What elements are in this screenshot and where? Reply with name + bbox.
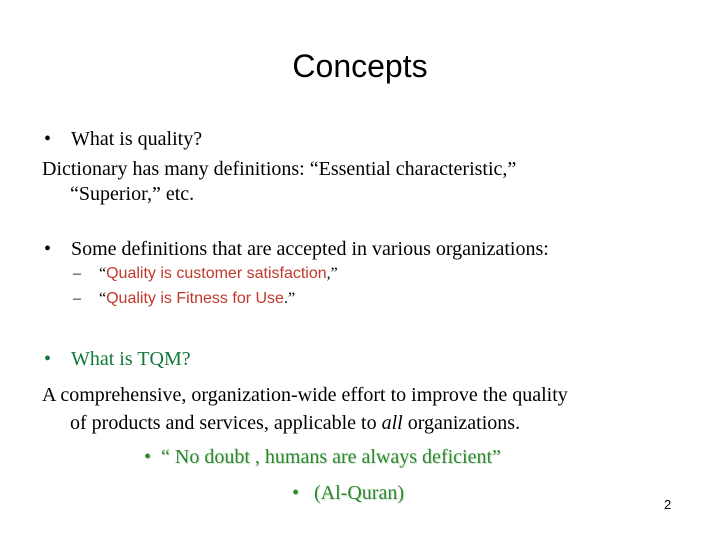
quran-quote-line xyxy=(144,446,501,469)
definition-line-1: Dictionary has many definitions: “Essential characteristic,” xyxy=(42,158,517,180)
quran-source-text: (Al-Quran) xyxy=(314,482,404,504)
bullet-what-is-tqm xyxy=(44,348,191,371)
dash-icon: – xyxy=(73,290,81,307)
sub-item-customer-satisfaction xyxy=(73,265,338,283)
slide-title: Concepts xyxy=(292,48,428,84)
bullet-icon: • xyxy=(44,238,52,260)
question-text: What is quality? xyxy=(71,128,203,150)
sub-item-fitness-for-use xyxy=(73,290,295,308)
tqm-question-text: What is TQM? xyxy=(71,348,191,370)
tqm-line2-end: organizations. xyxy=(402,412,521,434)
bullet-icon: • xyxy=(292,482,300,504)
definitions-intro-text: Some definitions that are accepted in various organizations: xyxy=(71,238,549,260)
bullet-icon: • xyxy=(144,446,152,468)
bullet-some-definitions xyxy=(44,238,549,261)
tqm-definition-line-1: A comprehensive, organization-wide effort to improve the quality xyxy=(42,384,568,406)
quote-close: ,” xyxy=(326,265,338,282)
dash-icon: – xyxy=(73,265,81,282)
sub-item-text: Quality is Fitness for Use xyxy=(106,290,284,307)
quran-source-line xyxy=(292,482,404,505)
sub-item-text: Quality is customer satisfaction xyxy=(106,265,327,282)
quote-open: “ xyxy=(99,290,107,307)
bullet-what-is-quality xyxy=(44,128,202,151)
bullet-icon: • xyxy=(44,348,52,370)
quote-close: .” xyxy=(283,290,296,307)
tqm-line2-start: of products and services, applicable to xyxy=(70,412,382,434)
definition-line-2: “Superior,” etc. xyxy=(70,183,195,205)
bullet-icon: • xyxy=(44,128,52,150)
tqm-definition-line-2 xyxy=(70,412,520,435)
emphasis-all: all xyxy=(381,412,403,434)
quote-open: “ xyxy=(99,265,107,282)
quran-quote-text: “ No doubt , humans are always deficient” xyxy=(161,446,501,468)
page-number: 2 xyxy=(664,497,672,512)
